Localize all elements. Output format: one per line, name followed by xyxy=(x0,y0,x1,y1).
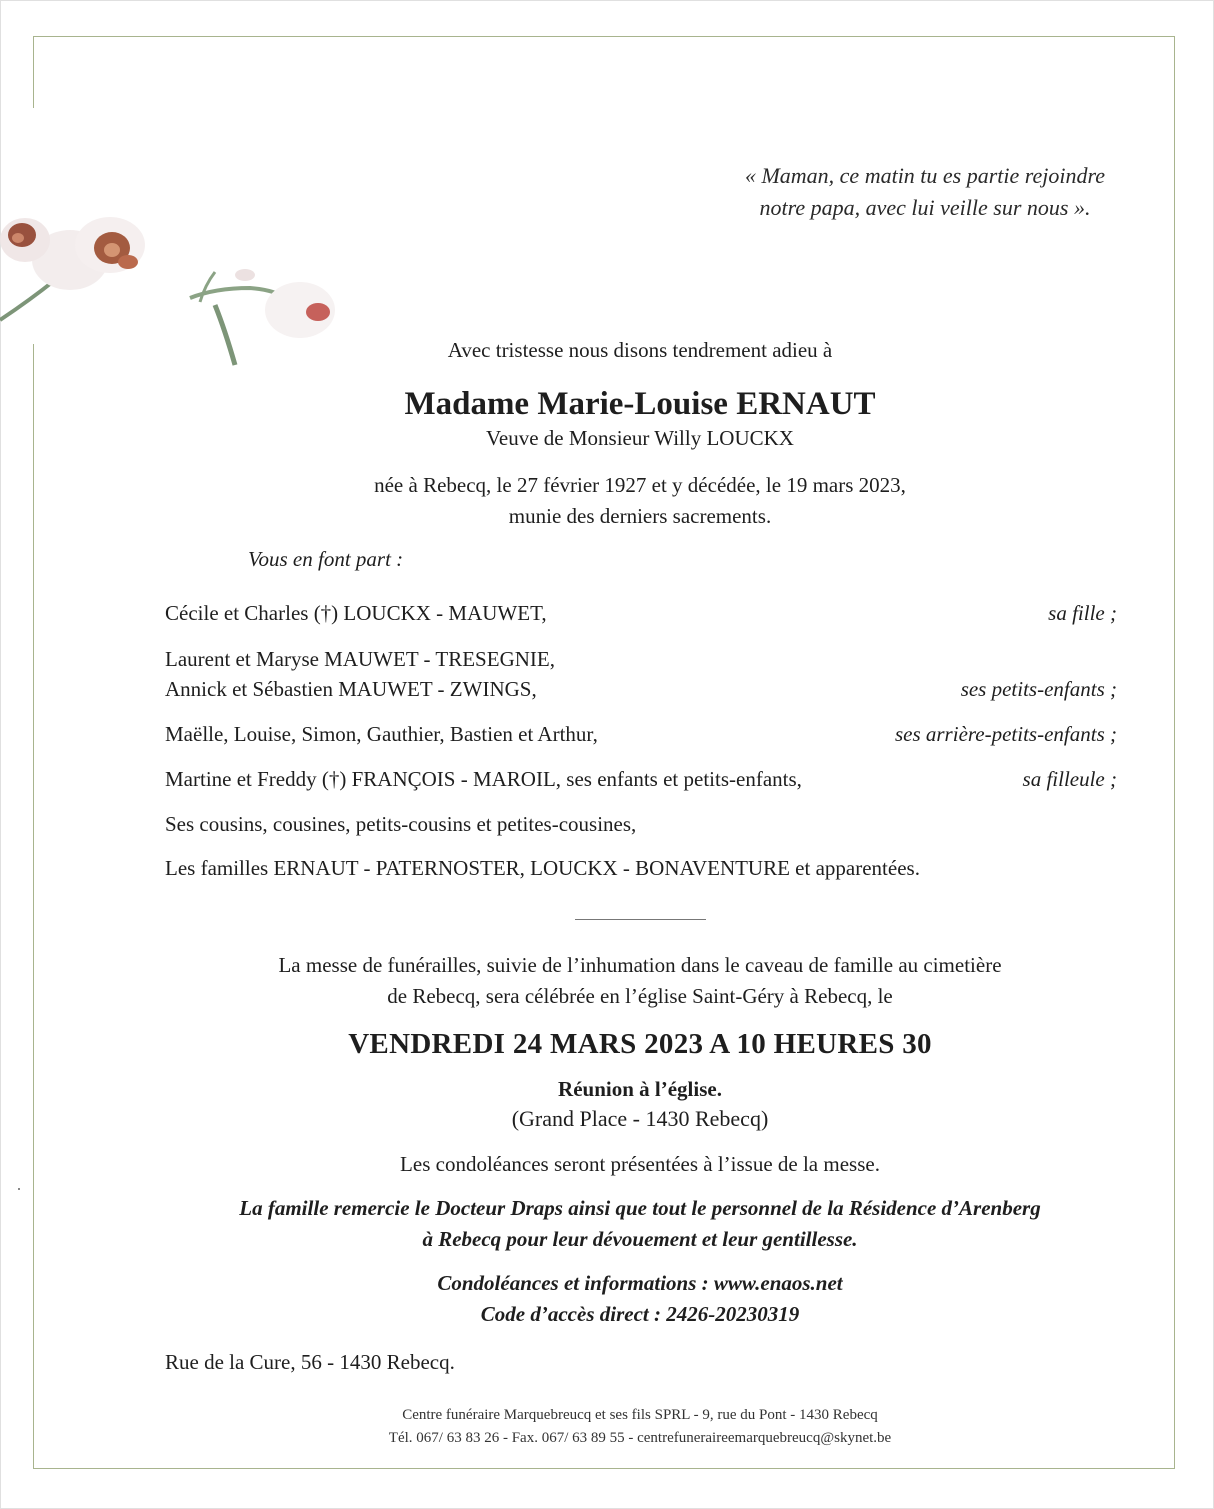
mass-details xyxy=(0,950,1214,1012)
family-role: sa filleule ; xyxy=(1022,767,1117,791)
thanks-message xyxy=(0,1193,1214,1255)
family-row xyxy=(165,719,1117,749)
funeral-datetime: VENDREDI 24 MARS 2023 A 10 HEURES 30 xyxy=(348,1028,932,1060)
family-heading: Vous en font part : xyxy=(248,547,404,571)
scan-speck xyxy=(18,1188,20,1190)
home-address: Rue de la Cure, 56 - 1430 Rebecq. xyxy=(165,1350,455,1374)
birth-death-info xyxy=(0,470,1214,532)
family-row xyxy=(165,598,1117,628)
family-names: Les familles ERNAUT - PATERNOSTER, LOUCKX - BONAVENTURE et apparentées. xyxy=(165,856,920,880)
intro-text: Avec tristesse nous disons tendrement adieu à xyxy=(447,338,833,362)
access-code-line: Code d’accès direct : 2426-20230319 xyxy=(480,1302,800,1326)
family-names: Martine et Freddy (†) FRANÇOIS - MAROIL, ses enfants et petits-enfants, xyxy=(165,767,802,791)
family-role: ses petits-enfants ; xyxy=(960,677,1117,701)
birth-line-1: née à Rebecq, le 27 février 1927 et y décédée, le 19 mars 2023, xyxy=(374,473,906,497)
family-row xyxy=(165,644,1117,704)
family-names: Laurent et Maryse MAUWET - TRESEGNIE, xyxy=(165,647,555,671)
footer-line-2: Tél. 067/ 63 83 26 - Fax. 067/ 63 89 55 - centrefuneraireemarquebreucq@skynet.be xyxy=(388,1430,892,1446)
deceased-name: Madame Marie-Louise ERNAUT xyxy=(404,386,876,422)
family-row xyxy=(165,853,1117,883)
funeral-home-footer xyxy=(0,1404,1214,1450)
mass-line-1: La messe de funérailles, suivie de l’inhumation dans le caveau de famille au cimetière xyxy=(278,953,1002,977)
condolences-note: Les condoléances seront présentées à l’issue de la messe. xyxy=(400,1152,880,1176)
online-info xyxy=(0,1268,1214,1330)
family-names: Cécile et Charles (†) LOUCKX - MAUWET, xyxy=(165,601,547,625)
website-line: Condoléances et informations : www.enaos.net xyxy=(437,1271,843,1295)
epitaph-quote xyxy=(680,160,1170,224)
footer-line-1: Centre funéraire Marquebreucq et ses fils SPRL - 9, rue du Pont - 1430 Rebecq xyxy=(402,1407,878,1423)
family-names: Annick et Sébastien MAUWET - ZWINGS, xyxy=(165,677,537,701)
church-address: (Grand Place - 1430 Rebecq) xyxy=(511,1106,769,1131)
spouse-line: Veuve de Monsieur Willy LOUCKX xyxy=(486,426,794,450)
quote-line-1: « Maman, ce matin tu es partie rejoindre xyxy=(744,163,1106,188)
meeting-point: Réunion à l’église. xyxy=(558,1077,722,1101)
family-row xyxy=(165,809,1117,839)
birth-line-2: munie des derniers sacrements. xyxy=(508,504,772,528)
thanks-line-2: à Rebecq pour leur dévouement et leur gentillesse. xyxy=(422,1227,858,1251)
family-names: Maëlle, Louise, Simon, Gauthier, Bastien et Arthur, xyxy=(165,722,598,746)
section-divider xyxy=(575,919,706,920)
family-role: ses arrière-petits-enfants ; xyxy=(894,722,1117,746)
thanks-line-1: La famille remercie le Docteur Draps ainsi que tout le personnel de la Résidence d’Arenberg xyxy=(239,1196,1041,1220)
quote-line-2: notre papa, avec lui veille sur nous ». xyxy=(759,195,1091,220)
family-names: Ses cousins, cousines, petits-cousins et petites-cousines, xyxy=(165,812,637,836)
family-role: sa fille ; xyxy=(1048,601,1117,625)
family-row xyxy=(165,764,1117,794)
mass-line-2: de Rebecq, sera célébrée en l’église Saint-Géry à Rebecq, le xyxy=(387,984,893,1008)
